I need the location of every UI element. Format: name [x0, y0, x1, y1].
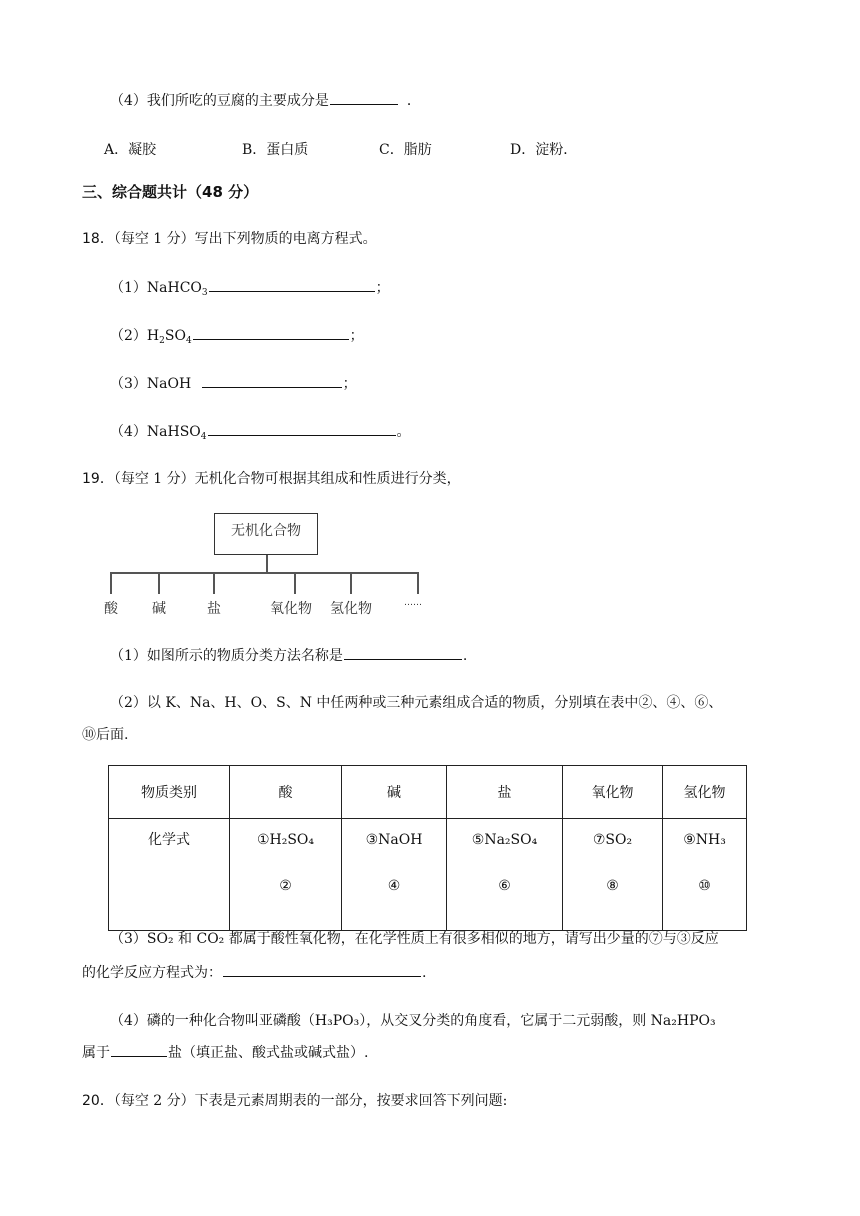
- answer-blank[interactable]: [111, 1042, 167, 1057]
- q18-item-1: （1）NaHCO$_3$ ；: [110, 277, 390, 298]
- q19-p2-line1: （2）以 K、Na、H、O、S、N 中任两种或三种元素组成合适的物质，分别填在表中②、④、⑥、: [110, 695, 723, 711]
- cell-given: ⑦SO₂: [592, 832, 633, 848]
- cell-answer-slot[interactable]: ⑧: [606, 878, 619, 894]
- q19-p1: （1）如图所示的物质分类方法名称是 .: [110, 645, 467, 665]
- answer-blank[interactable]: [223, 962, 421, 977]
- table-row: [109, 819, 747, 931]
- table-header-cell: 酸: [230, 766, 342, 819]
- q18-item-4: （4）NaHSO$_4$ 。: [110, 421, 411, 442]
- cell-answer-slot[interactable]: ⑩: [698, 878, 711, 894]
- classification-table: [108, 765, 747, 931]
- diagram-branch-line: [110, 572, 418, 574]
- diagram-leaf-hydride: 氢化物: [330, 601, 372, 617]
- diagram-tick: [110, 572, 112, 594]
- q17-4-option-d: D．淀粉．: [510, 142, 578, 158]
- answer-blank[interactable]: [209, 277, 375, 292]
- q19-p4-line1: （4）磷的一种化合物叫亚磷酸（H₃PO₃），从交叉分类的角度看，它属于二元弱酸，则 Na₂HPO₃: [110, 1013, 716, 1029]
- q19-p4-line2: 属于 盐（填正盐、酸式盐或碱式盐）.: [82, 1042, 368, 1062]
- diagram-leaf-base: 碱: [152, 601, 166, 617]
- table-header-cell: 氢化物: [663, 766, 747, 819]
- q17-4-option-c: C．脂肪: [379, 142, 432, 158]
- diagram-connector: [266, 555, 268, 572]
- diagram-leaf-ellipsis: ……: [404, 598, 422, 608]
- diagram-tick: [350, 572, 352, 594]
- cell-given: ③NaOH: [365, 832, 423, 848]
- cell-given: ⑤Na₂SO₄: [471, 832, 538, 848]
- table-header-cell: 物质类别: [109, 766, 230, 819]
- q19-stem: 19．（每空 1 分）无机化合物可根据其组成和性质进行分类，: [82, 471, 461, 487]
- q17-4-option-b: B．蛋白质: [242, 142, 309, 158]
- section-title: 三、综合题共计（48 分）: [82, 183, 259, 201]
- table-row-label: 化学式: [109, 819, 230, 931]
- diagram-leaf-salt: 盐: [207, 601, 221, 617]
- cell-answer-slot[interactable]: ④: [387, 878, 401, 894]
- table-header-cell: 碱: [342, 766, 447, 819]
- table-cell: [447, 819, 563, 931]
- table-cell: [342, 819, 447, 931]
- diagram-leaf-oxide: 氧化物: [270, 601, 312, 617]
- diagram-tick: [158, 572, 160, 594]
- q19-p2-line2: ⑩后面.: [82, 727, 129, 743]
- q17-4-option-a: A．凝胶: [104, 142, 157, 158]
- cell-given: ⑨NH₃: [683, 832, 726, 848]
- diagram-tick: [294, 572, 296, 594]
- table-cell: [563, 819, 663, 931]
- diagram-leaf-acid: 酸: [104, 601, 118, 617]
- q18-stem: 18．（每空 1 分）写出下列物质的电离方程式。: [82, 231, 377, 247]
- table-header-cell: 氧化物: [563, 766, 663, 819]
- diagram-root: 无机化合物: [214, 513, 318, 555]
- q18-item-3: （3）NaOH ；: [110, 373, 357, 393]
- table-header-cell: 盐: [447, 766, 563, 819]
- answer-blank[interactable]: [202, 373, 342, 388]
- diagram-tick: [417, 572, 419, 594]
- cell-given: ①H₂SO₄: [256, 832, 315, 848]
- answer-blank[interactable]: [208, 421, 396, 436]
- q20-stem: 20．（每空 2 分）下表是元素周期表的一部分，按要求回答下列问题:: [82, 1093, 508, 1109]
- table-cell: [230, 819, 342, 931]
- q17-4-stem: （4）我们所吃的豆腐的主要成分是 ．: [110, 90, 421, 110]
- answer-blank[interactable]: [344, 645, 462, 660]
- q18-item-2: $(2)H_2SO_4$ ；: [110, 325, 364, 346]
- diagram-tick: [213, 572, 215, 594]
- answer-blank[interactable]: [330, 90, 398, 105]
- table-cell: [663, 819, 747, 931]
- cell-answer-slot[interactable]: ②: [279, 878, 292, 894]
- q19-p3-line2: 的化学反应方程式为： .: [82, 962, 426, 982]
- table-header-row: [109, 766, 747, 819]
- answer-blank[interactable]: [193, 325, 349, 340]
- q19-p3-line1: （3）SO₂ 和 CO₂ 都属于酸性氧化物，在化学性质上有很多相似的地方，请写出少量的⑦与③反应: [110, 931, 719, 947]
- cell-answer-slot[interactable]: ⑥: [498, 878, 511, 894]
